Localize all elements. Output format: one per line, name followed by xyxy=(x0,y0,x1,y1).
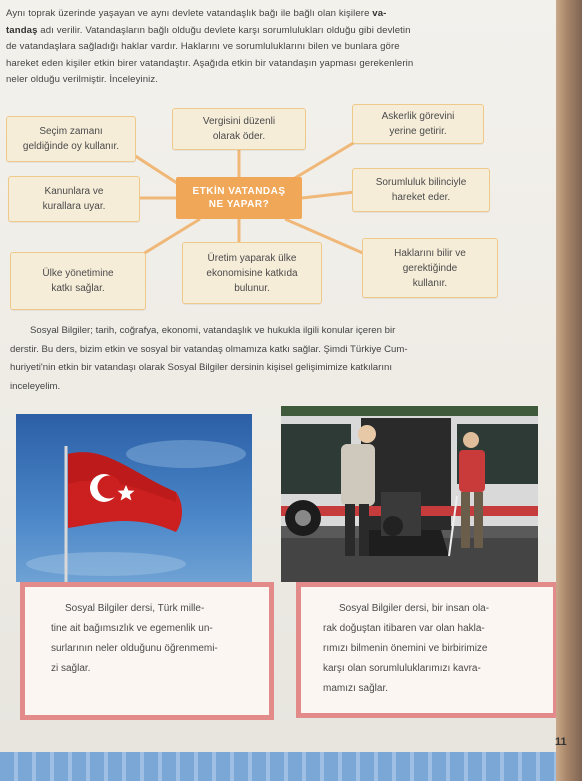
caption-line: rımızı bilmenin önemini ve birbirimize xyxy=(323,643,488,654)
box-line: olarak öder. xyxy=(212,131,266,142)
box-line: kullanır. xyxy=(412,277,448,289)
page-number: 11 xyxy=(555,736,567,748)
intro-keyword: tandaş xyxy=(6,24,38,36)
map-box-rights xyxy=(362,238,498,298)
map-box-vote xyxy=(6,116,136,162)
caption-line: tine ait bağımsızlık ve egemenlik un- xyxy=(51,623,213,634)
caption-line: Sosyal Bilgiler dersi, Türk mille- xyxy=(65,603,205,614)
caption-line: rak doğuştan itibaren var olan hakla- xyxy=(323,623,485,634)
caption-line: mamızı sağlar. xyxy=(323,683,389,694)
box-line: bulunur. xyxy=(234,282,270,294)
box-line: Kanunlara ve xyxy=(44,186,104,197)
intro-paragraph xyxy=(6,6,502,89)
box-line: ekonomisine katkıda xyxy=(206,267,298,279)
body-paragraph xyxy=(10,322,510,396)
center-subtitle: NE YAPAR? xyxy=(208,199,270,210)
page-edge xyxy=(556,0,582,781)
caption-line: surlarının neler olduğunu öğrenmemi- xyxy=(51,643,218,654)
box-line: hareket eder. xyxy=(391,192,451,203)
flag-photo xyxy=(16,414,252,582)
concept-map-center xyxy=(176,177,302,219)
box-line: Haklarını bilir ve xyxy=(394,247,466,259)
intro-line: Aynı toprak üzerinde yaşayan ve aynı devlete vatandaşlık bağı ile bağlı olan kişilere xyxy=(6,8,373,19)
connector-line xyxy=(302,192,355,198)
box-line: Sorumluluk bilinciyle xyxy=(375,177,467,188)
concept-map xyxy=(0,104,560,316)
map-box-economy xyxy=(182,242,322,304)
intro-line: de vatandaşlara sağladığı haklar vardır. Haklarını ve sorumluluklarını bilen ve bunlara göre xyxy=(6,41,400,52)
map-box-military xyxy=(352,104,484,144)
intro-line: adı verilir. Vatandaşların bağlı olduğu devlete karşı sorumlulukları olduğu gibi devletin xyxy=(37,24,411,36)
box-line: yerine getirir. xyxy=(389,126,447,137)
box-line: gerektiğinde xyxy=(402,262,458,274)
caption-right xyxy=(296,582,558,718)
body-line: derstir. Bu ders, bizim etkin ve sosyal bir vatandaş olmamıza katkı sağlar. Şimdi Türkiye Cum- xyxy=(10,343,408,355)
map-box-governance xyxy=(10,252,146,310)
intro-keyword-part: va- xyxy=(372,8,387,19)
box-line: katkı sağlar. xyxy=(51,283,105,294)
center-title: ETKİN VATANDAŞ xyxy=(192,186,286,197)
caption-left xyxy=(20,582,274,720)
footer-stripe xyxy=(0,752,560,781)
box-line: kurallara uyar. xyxy=(42,201,106,212)
map-box-tax xyxy=(172,108,306,150)
body-line: huriyeti'nin etkin bir vatandaşı olarak Sosyal Bilgiler dersinin kişisel gelişimimize katkılarını xyxy=(10,362,393,373)
box-line: Ülke yönetimine xyxy=(42,268,114,279)
box-line: Askerlik görevini xyxy=(381,111,455,122)
intro-line: neler olduğu verilmiştir. İnceleyiniz. xyxy=(6,74,159,85)
caption-line: Sosyal Bilgiler dersi, bir insan ola- xyxy=(339,603,490,614)
map-box-responsibility xyxy=(352,168,490,212)
box-line: Üretim yaparak ülke xyxy=(207,252,297,264)
box-line: geldiğinde oy kullanır. xyxy=(22,141,120,152)
body-line: inceleyelim. xyxy=(10,380,61,392)
bus-ramp-photo xyxy=(281,406,538,582)
intro-line: hareket eden kişiler etkin birer vatandaştır. Aşağıda etkin bir vatandaşın yapması gerekenlerin xyxy=(6,57,414,69)
caption-line: zi sağlar. xyxy=(51,663,91,674)
box-line: Vergisini düzenli xyxy=(202,116,276,127)
body-line: Sosyal Bilgiler; tarih, coğrafya, ekonomi, vatandaşlık ve hukukla ilgili konular içeren bir xyxy=(30,325,396,336)
map-box-laws xyxy=(8,176,140,222)
caption-line: karşı olan sorumluluklarımızı kavra- xyxy=(323,663,481,674)
box-line: Seçim zamanı xyxy=(39,126,103,137)
